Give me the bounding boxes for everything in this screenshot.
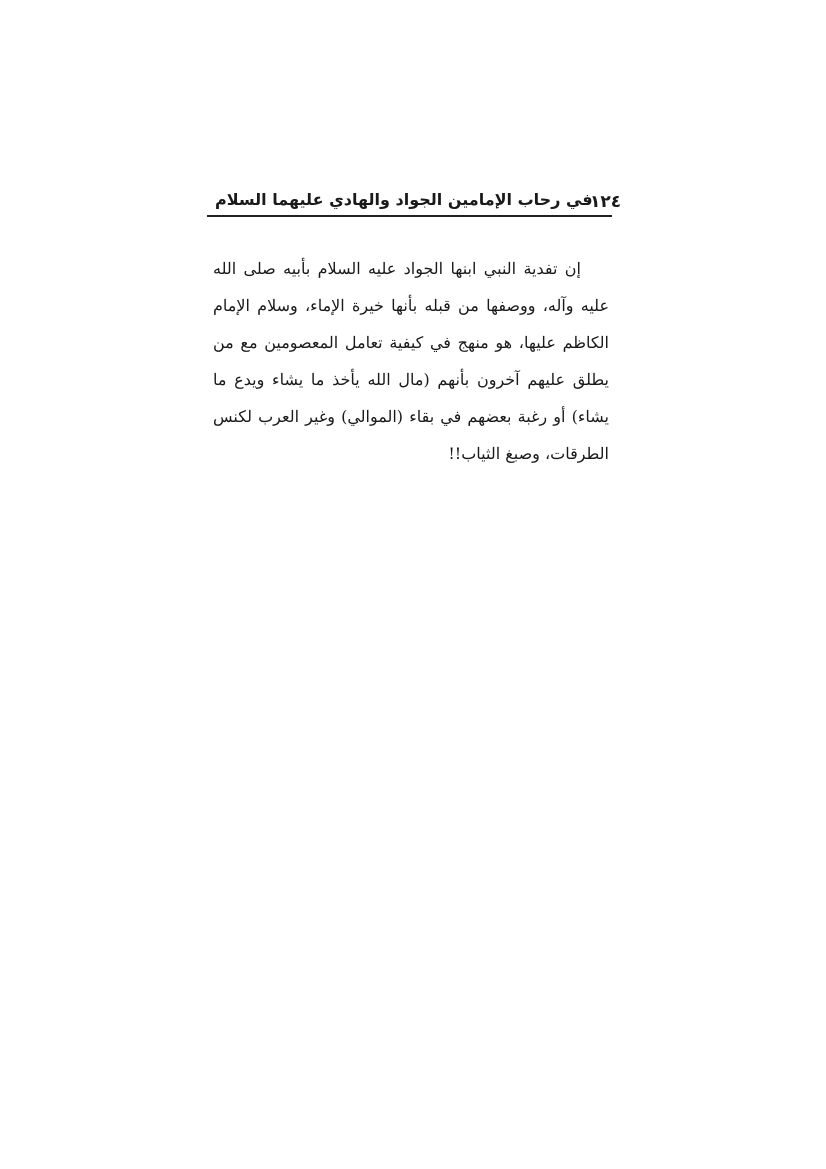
page-number: ١٢٤ <box>590 192 622 212</box>
body-text <box>213 250 609 472</box>
header-rule <box>207 215 612 217</box>
running-title: في رحاب الإمامين الجواد والهادي عليهما السلام <box>215 190 593 209</box>
page-header <box>207 186 622 216</box>
paragraph: إن تفدية النبي ابنها الجواد عليه السلام بأبيه صلى الله عليه وآله، ووصفها من قبله بأنها خيرة الإماء، وسلام الإمام الكاظم عليها، هو منهج في كيفية تعامل المعصومين مع من يطلق عليهم آخرون بأنهم (مال الله يأخذ ما يشاء ويدع ما يشاء) أو رغبة بعضهم في بقاء (الموالي) وغير العرب لكنس الطرقات، وصبغ الثياب!! <box>213 259 609 463</box>
